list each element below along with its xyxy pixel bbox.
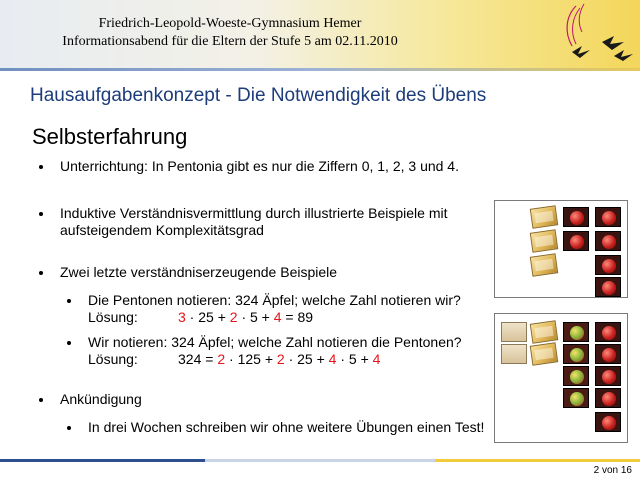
apple-crate-icon [530,342,559,365]
apple-icon [595,231,621,251]
illustration-example-2 [494,313,628,443]
sub-bullet-example-1 [88,292,488,326]
solution-equation: 324 = 2 · 125 + 2 · 25 + 4 · 5 + 4 [178,351,381,367]
apple-icon [563,231,589,251]
bullet-dot-icon [39,212,43,216]
school-logo-icon [558,2,638,68]
apple-icon [595,277,621,297]
bullet-dot-icon [67,299,71,303]
sub-bullet-test [88,419,518,436]
solution-equation: 3 · 25 + 2 · 5 + 4 = 89 [178,309,314,325]
example-question: Die Pentonen notieren: 324 Äpfel; welche Zahl notieren wir? [88,292,461,308]
apple-icon [563,388,589,408]
apple-crate-icon [530,320,559,343]
bullet-text: Zwei letzte verständniserzeugende Beispiele [60,264,338,280]
bullet-text: Unterrichtung: In Pentonia gibt es nur die Ziffern 0, 1, 2, 3 und 4. [60,158,459,174]
apple-icon [595,366,621,386]
bullet-unterrichtung [60,158,490,175]
footer-divider [0,459,640,462]
apple-icon [563,366,589,386]
bullet-text: In drei Wochen schreiben wir ohne weitere Übungen einen Test! [88,419,485,435]
solution-row [88,351,488,368]
illustration-example-1 [494,200,628,298]
apple-icon [595,322,621,342]
box-icon [501,322,527,342]
bullet-text: Induktive Verständnisvermittlung durch illustrierte Beispiele mit aufsteigendem Komplexitätsgrad [60,205,448,238]
event-title: Informationsabend für die Eltern der Stufe 5 am 02.11.2010 [62,34,398,49]
apple-icon [563,344,589,364]
solution-label: Lösung: [88,309,138,325]
bullet-dot-icon [67,426,71,430]
bullet-dot-icon [39,165,43,169]
bullet-dot-icon [67,341,71,345]
header-divider [0,68,640,71]
example-question: Wir notieren: 324 Äpfel; welche Zahl notieren die Pentonen? [88,334,462,350]
bullet-induktive [60,205,490,239]
bullet-text: Ankündigung [60,391,142,407]
box-icon [501,344,527,364]
apple-icon [595,207,621,227]
section-title: Selbsterfahrung [32,124,188,149]
solution-row [88,309,488,326]
sub-bullet-example-2 [88,334,488,368]
solution-label: Lösung: [88,351,138,367]
apple-icon [595,344,621,364]
apple-crate-icon [530,205,559,228]
bullet-dot-icon [39,271,43,275]
bullet-ankuendigung [60,391,490,408]
bullet-beispiele [60,264,490,281]
apple-crate-icon [530,253,559,276]
apple-crate-icon [530,229,559,252]
school-name: Friedrich-Leopold-Woeste-Gymnasium Hemer [98,16,362,31]
apple-icon [563,207,589,227]
apple-icon [563,322,589,342]
slide-subtitle: Hausaufgabenkonzept - Die Notwendigkeit des Übens [30,85,487,106]
page-number: 2 von 16 [593,465,632,476]
bullet-dot-icon [39,398,43,402]
apple-icon [595,388,621,408]
apple-icon [595,255,621,275]
apple-icon [595,412,621,432]
